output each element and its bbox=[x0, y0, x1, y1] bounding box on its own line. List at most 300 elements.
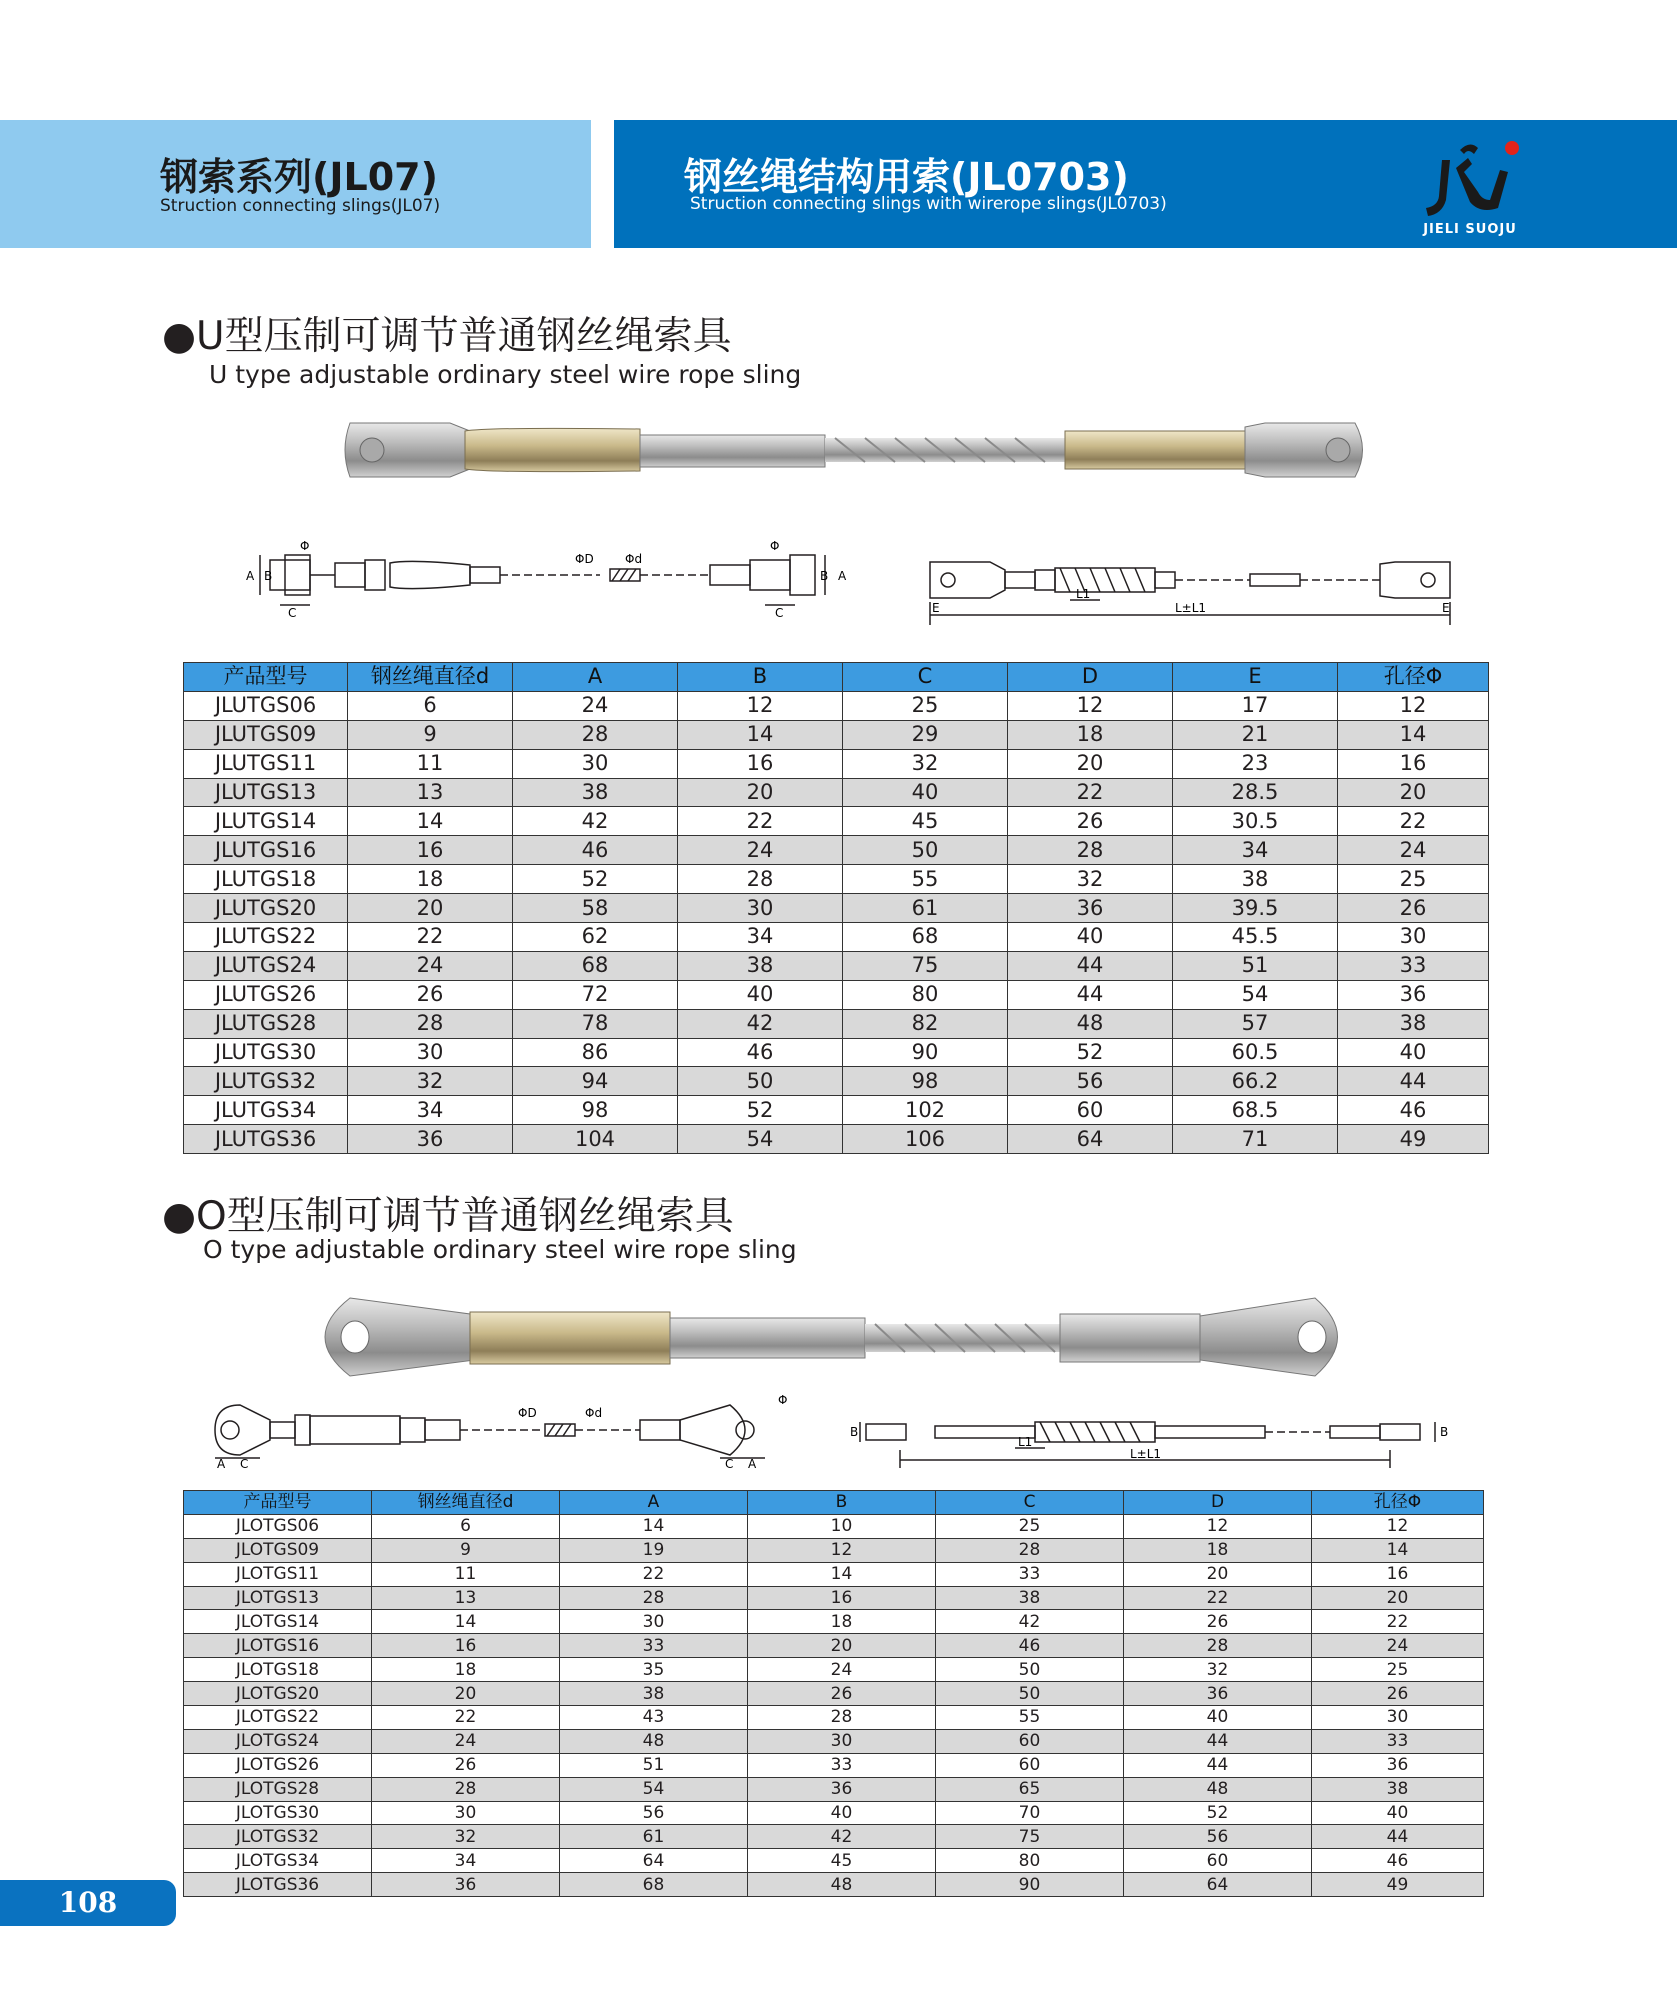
column-header: C bbox=[936, 1491, 1124, 1515]
table-cell: 6 bbox=[372, 1514, 560, 1538]
table-row bbox=[184, 1682, 1484, 1706]
table-cell: 28 bbox=[1124, 1634, 1312, 1658]
table-cell: 30.5 bbox=[1173, 807, 1338, 836]
table-cell: 11 bbox=[372, 1562, 560, 1586]
table-cell: JLUTGS11 bbox=[184, 749, 348, 778]
table-cell: 26 bbox=[1338, 894, 1489, 923]
table-row bbox=[184, 923, 1489, 952]
table-cell: 28.5 bbox=[1173, 778, 1338, 807]
table-cell: 50 bbox=[936, 1658, 1124, 1682]
table-cell: 24 bbox=[513, 691, 678, 720]
table-cell: 18 bbox=[1008, 720, 1173, 749]
table-cell: 70 bbox=[936, 1801, 1124, 1825]
table-cell: 9 bbox=[372, 1538, 560, 1562]
table-cell: 10 bbox=[748, 1514, 936, 1538]
table-cell: JLOTGS18 bbox=[184, 1658, 372, 1682]
dim-label-e-right: E bbox=[1442, 601, 1450, 615]
table-cell: 40 bbox=[748, 1801, 936, 1825]
table-row bbox=[184, 749, 1489, 778]
table-cell: 16 bbox=[372, 1634, 560, 1658]
table-cell: 48 bbox=[1008, 1009, 1173, 1038]
table-cell: 38 bbox=[1173, 865, 1338, 894]
table-cell: 28 bbox=[513, 720, 678, 749]
column-header: 钢丝绳直径d bbox=[348, 663, 513, 692]
table-cell: 106 bbox=[843, 1125, 1008, 1154]
table-cell: 11 bbox=[348, 749, 513, 778]
dim-label-c: C bbox=[288, 606, 297, 620]
table-cell: 51 bbox=[560, 1753, 748, 1777]
dim-label-phi: Φ bbox=[300, 539, 310, 553]
table-cell: 52 bbox=[513, 865, 678, 894]
table-cell: 98 bbox=[513, 1096, 678, 1125]
table-cell: 17 bbox=[1173, 691, 1338, 720]
table-cell: 62 bbox=[513, 923, 678, 952]
table-cell: JLUTGS24 bbox=[184, 951, 348, 980]
table-row bbox=[184, 1849, 1484, 1873]
table-cell: JLUTGS22 bbox=[184, 923, 348, 952]
table-cell: 60 bbox=[936, 1753, 1124, 1777]
table-cell: 36 bbox=[348, 1125, 513, 1154]
table-cell: 24 bbox=[748, 1658, 936, 1682]
table-cell: 32 bbox=[843, 749, 1008, 778]
table-cell: 40 bbox=[1124, 1706, 1312, 1730]
table-row bbox=[184, 1610, 1484, 1634]
table-cell: JLUTGS30 bbox=[184, 1038, 348, 1067]
table-cell: 26 bbox=[348, 980, 513, 1009]
table-row bbox=[184, 1514, 1484, 1538]
table-cell: 34 bbox=[348, 1096, 513, 1125]
table-cell: 22 bbox=[348, 923, 513, 952]
table-row bbox=[184, 1562, 1484, 1586]
table-cell: 48 bbox=[560, 1729, 748, 1753]
column-header: 孔径Φ bbox=[1338, 663, 1489, 692]
table-cell: 12 bbox=[1338, 691, 1489, 720]
table-cell: 90 bbox=[843, 1038, 1008, 1067]
table-cell: 12 bbox=[748, 1538, 936, 1562]
table-cell: 24 bbox=[348, 951, 513, 980]
table-row bbox=[184, 1873, 1484, 1897]
table-row bbox=[184, 720, 1489, 749]
column-header: 产品型号 bbox=[184, 1491, 372, 1515]
column-header: 产品型号 bbox=[184, 663, 348, 692]
dim-o-label-phid-small: Φd bbox=[585, 1406, 603, 1420]
table-cell: 13 bbox=[372, 1586, 560, 1610]
table-header-row bbox=[184, 1491, 1484, 1515]
table-cell: 20 bbox=[1338, 778, 1489, 807]
table-row bbox=[184, 1801, 1484, 1825]
dim-label-l1: L1 bbox=[1076, 587, 1091, 601]
table-cell: 38 bbox=[936, 1586, 1124, 1610]
table-cell: 78 bbox=[513, 1009, 678, 1038]
table-cell: 50 bbox=[936, 1682, 1124, 1706]
table-cell: 58 bbox=[513, 894, 678, 923]
table-row bbox=[184, 1825, 1484, 1849]
table-cell: 60.5 bbox=[1173, 1038, 1338, 1067]
table-cell: 40 bbox=[1338, 1038, 1489, 1067]
table-cell: JLUTGS06 bbox=[184, 691, 348, 720]
table-cell: 68.5 bbox=[1173, 1096, 1338, 1125]
table-cell: 25 bbox=[843, 691, 1008, 720]
table-cell: JLOTGS22 bbox=[184, 1706, 372, 1730]
table-cell: 80 bbox=[843, 980, 1008, 1009]
table-cell: 71 bbox=[1173, 1125, 1338, 1154]
column-header: D bbox=[1124, 1491, 1312, 1515]
table-cell: JLOTGS06 bbox=[184, 1514, 372, 1538]
table-cell: JLUTGS14 bbox=[184, 807, 348, 836]
table-cell: 32 bbox=[1008, 865, 1173, 894]
table-cell: 94 bbox=[513, 1067, 678, 1096]
table-cell: 12 bbox=[1124, 1514, 1312, 1538]
table-cell: 49 bbox=[1312, 1873, 1484, 1897]
table-cell: 22 bbox=[678, 807, 843, 836]
table-cell: JLUTGS13 bbox=[184, 778, 348, 807]
table-cell: 61 bbox=[843, 894, 1008, 923]
table-cell: 44 bbox=[1338, 1067, 1489, 1096]
series-subtitle: Struction connecting slings(JL07) bbox=[160, 196, 441, 216]
dim-label-phid-small: Φd bbox=[625, 552, 643, 566]
table-cell: 14 bbox=[748, 1562, 936, 1586]
table-cell: 36 bbox=[1124, 1682, 1312, 1706]
table-cell: 16 bbox=[678, 749, 843, 778]
u-sling-photo bbox=[340, 405, 1370, 495]
table-cell: 34 bbox=[372, 1849, 560, 1873]
table-cell: 56 bbox=[1008, 1067, 1173, 1096]
table-cell: 54 bbox=[1173, 980, 1338, 1009]
table-row bbox=[184, 778, 1489, 807]
o-spec-table bbox=[183, 1490, 1484, 1897]
table-cell: 36 bbox=[1008, 894, 1173, 923]
table-row bbox=[184, 1009, 1489, 1038]
table-cell: 46 bbox=[1312, 1849, 1484, 1873]
table-cell: 20 bbox=[748, 1634, 936, 1658]
table-cell: 24 bbox=[1338, 836, 1489, 865]
dim-label-length: L±L1 bbox=[1175, 601, 1207, 615]
table-cell: 28 bbox=[372, 1777, 560, 1801]
table-cell: 60 bbox=[1124, 1849, 1312, 1873]
table-cell: 26 bbox=[1008, 807, 1173, 836]
table-cell: 33 bbox=[936, 1562, 1124, 1586]
table-cell: 50 bbox=[843, 836, 1008, 865]
table-row bbox=[184, 1586, 1484, 1610]
table-cell: 36 bbox=[372, 1873, 560, 1897]
column-header: 钢丝绳直径d bbox=[372, 1491, 560, 1515]
table-cell: 30 bbox=[513, 749, 678, 778]
table-cell: JLUTGS18 bbox=[184, 865, 348, 894]
table-cell: 64 bbox=[1008, 1125, 1173, 1154]
table-cell: 22 bbox=[1338, 807, 1489, 836]
table-cell: 38 bbox=[1338, 1009, 1489, 1038]
table-cell: JLOTGS26 bbox=[184, 1753, 372, 1777]
column-header: A bbox=[513, 663, 678, 692]
section-o-title: ●O型压制可调节普通钢丝绳索具 bbox=[162, 1194, 734, 1239]
table-cell: 30 bbox=[560, 1610, 748, 1634]
column-header: B bbox=[748, 1491, 936, 1515]
table-cell: 16 bbox=[748, 1586, 936, 1610]
dim-label-b: B bbox=[264, 569, 273, 583]
table-cell: 32 bbox=[372, 1825, 560, 1849]
table-row bbox=[184, 980, 1489, 1009]
table-cell: 18 bbox=[348, 865, 513, 894]
table-cell: 40 bbox=[1008, 923, 1173, 952]
table-cell: 45.5 bbox=[1173, 923, 1338, 952]
table-cell: 20 bbox=[348, 894, 513, 923]
table-cell: 25 bbox=[936, 1514, 1124, 1538]
table-cell: 104 bbox=[513, 1125, 678, 1154]
table-cell: 33 bbox=[748, 1753, 936, 1777]
table-cell: 26 bbox=[748, 1682, 936, 1706]
table-cell: 28 bbox=[936, 1538, 1124, 1562]
table-cell: 64 bbox=[560, 1849, 748, 1873]
table-row bbox=[184, 1634, 1484, 1658]
table-cell: 46 bbox=[513, 836, 678, 865]
table-cell: 36 bbox=[1312, 1753, 1484, 1777]
table-cell: 40 bbox=[843, 778, 1008, 807]
table-cell: 33 bbox=[1312, 1729, 1484, 1753]
column-header: 孔径Φ bbox=[1312, 1491, 1484, 1515]
table-cell: 68 bbox=[560, 1873, 748, 1897]
dim-o-label-c: C bbox=[240, 1457, 249, 1470]
table-cell: 48 bbox=[748, 1873, 936, 1897]
table-cell: 14 bbox=[678, 720, 843, 749]
table-cell: 49 bbox=[1338, 1125, 1489, 1154]
column-header: D bbox=[1008, 663, 1173, 692]
table-cell: 64 bbox=[1124, 1873, 1312, 1897]
table-cell: 38 bbox=[513, 778, 678, 807]
table-cell: 50 bbox=[678, 1067, 843, 1096]
section-o-subtitle: O type adjustable ordinary steel wire rope sling bbox=[203, 1235, 797, 1264]
table-cell: 52 bbox=[1124, 1801, 1312, 1825]
dim-o-label-a: A bbox=[217, 1457, 226, 1470]
table-cell: 13 bbox=[348, 778, 513, 807]
table-cell: 38 bbox=[678, 951, 843, 980]
dim-label-phid-large: ΦD bbox=[575, 552, 594, 566]
dim-o-label-phid-large: ΦD bbox=[518, 1406, 537, 1420]
table-row bbox=[184, 807, 1489, 836]
table-row bbox=[184, 1729, 1484, 1753]
dim-o-label-a-right: A bbox=[748, 1457, 757, 1470]
section-u-subtitle: U type adjustable ordinary steel wire rope sling bbox=[209, 360, 802, 389]
table-cell: 14 bbox=[1312, 1538, 1484, 1562]
u-dimension-diagram-top bbox=[920, 550, 1465, 630]
table-cell: 60 bbox=[936, 1729, 1124, 1753]
table-cell: 38 bbox=[1312, 1777, 1484, 1801]
column-header: E bbox=[1173, 663, 1338, 692]
table-row bbox=[184, 691, 1489, 720]
table-cell: 23 bbox=[1173, 749, 1338, 778]
table-cell: 60 bbox=[1008, 1096, 1173, 1125]
table-cell: 42 bbox=[936, 1610, 1124, 1634]
table-cell: 26 bbox=[1124, 1610, 1312, 1634]
table-cell: 32 bbox=[348, 1067, 513, 1096]
table-cell: 14 bbox=[560, 1514, 748, 1538]
table-cell: 12 bbox=[1312, 1514, 1484, 1538]
dim-o-label-b-right: B bbox=[1440, 1425, 1449, 1439]
table-cell: 16 bbox=[1338, 749, 1489, 778]
dim-label-a: A bbox=[246, 569, 255, 583]
table-cell: 75 bbox=[843, 951, 1008, 980]
table-cell: 20 bbox=[372, 1682, 560, 1706]
table-row bbox=[184, 951, 1489, 980]
table-row bbox=[184, 1038, 1489, 1067]
table-cell: 68 bbox=[843, 923, 1008, 952]
table-cell: 14 bbox=[1338, 720, 1489, 749]
table-cell: 36 bbox=[748, 1777, 936, 1801]
table-cell: 22 bbox=[372, 1706, 560, 1730]
table-cell: 39.5 bbox=[1173, 894, 1338, 923]
table-cell: 82 bbox=[843, 1009, 1008, 1038]
table-row bbox=[184, 836, 1489, 865]
table-cell: JLUTGS34 bbox=[184, 1096, 348, 1125]
table-cell: 30 bbox=[348, 1038, 513, 1067]
table-cell: 46 bbox=[936, 1634, 1124, 1658]
table-cell: JLUTGS09 bbox=[184, 720, 348, 749]
table-cell: 25 bbox=[1312, 1658, 1484, 1682]
table-cell: 28 bbox=[678, 865, 843, 894]
table-cell: 68 bbox=[513, 951, 678, 980]
table-cell: 33 bbox=[1338, 951, 1489, 980]
table-cell: JLOTGS13 bbox=[184, 1586, 372, 1610]
dim-label-c-right: C bbox=[775, 606, 784, 620]
table-row bbox=[184, 1753, 1484, 1777]
table-cell: 44 bbox=[1124, 1729, 1312, 1753]
table-cell: 30 bbox=[678, 894, 843, 923]
table-cell: JLOTGS36 bbox=[184, 1873, 372, 1897]
table-cell: JLOTGS24 bbox=[184, 1729, 372, 1753]
table-row bbox=[184, 894, 1489, 923]
table-cell: 90 bbox=[936, 1873, 1124, 1897]
table-cell: JLOTGS11 bbox=[184, 1562, 372, 1586]
table-cell: 24 bbox=[1312, 1634, 1484, 1658]
table-cell: 80 bbox=[936, 1849, 1124, 1873]
dim-o-label-c-right: C bbox=[725, 1457, 734, 1470]
table-cell: 54 bbox=[560, 1777, 748, 1801]
table-cell: 25 bbox=[1338, 865, 1489, 894]
dim-label-b-right: B bbox=[820, 569, 829, 583]
dim-o-label-phi: Φ bbox=[778, 1393, 788, 1407]
table-cell: 55 bbox=[936, 1706, 1124, 1730]
table-cell: 32 bbox=[1124, 1658, 1312, 1682]
category-subtitle: Struction connecting slings with wirerope slings(JL0703) bbox=[690, 194, 1167, 214]
table-cell: 22 bbox=[1008, 778, 1173, 807]
table-cell: 42 bbox=[513, 807, 678, 836]
table-cell: 36 bbox=[1338, 980, 1489, 1009]
table-cell: 14 bbox=[372, 1610, 560, 1634]
dim-o-label-length: L±L1 bbox=[1130, 1447, 1162, 1461]
table-cell: 43 bbox=[560, 1706, 748, 1730]
table-cell: 28 bbox=[748, 1706, 936, 1730]
table-cell: 46 bbox=[1338, 1096, 1489, 1125]
table-cell: 44 bbox=[1312, 1825, 1484, 1849]
table-cell: 34 bbox=[1173, 836, 1338, 865]
table-cell: 72 bbox=[513, 980, 678, 1009]
table-cell: 35 bbox=[560, 1658, 748, 1682]
section-u-title: ●U型压制可调节普通钢丝绳索具 bbox=[162, 314, 732, 359]
table-cell: 16 bbox=[348, 836, 513, 865]
table-cell: 20 bbox=[1124, 1562, 1312, 1586]
table-cell: 40 bbox=[1312, 1801, 1484, 1825]
table-cell: 52 bbox=[1008, 1038, 1173, 1067]
table-cell: JLOTGS32 bbox=[184, 1825, 372, 1849]
o-dimension-diagram-top bbox=[850, 1400, 1450, 1470]
series-title: 钢索系列(JL07) bbox=[160, 155, 438, 199]
table-cell: 44 bbox=[1008, 980, 1173, 1009]
table-cell: JLUTGS16 bbox=[184, 836, 348, 865]
table-cell: JLUTGS36 bbox=[184, 1125, 348, 1154]
table-cell: 9 bbox=[348, 720, 513, 749]
table-cell: 86 bbox=[513, 1038, 678, 1067]
table-cell: JLOTGS16 bbox=[184, 1634, 372, 1658]
column-header: C bbox=[843, 663, 1008, 692]
table-cell: 20 bbox=[1008, 749, 1173, 778]
table-cell: 20 bbox=[1312, 1586, 1484, 1610]
table-cell: 98 bbox=[843, 1067, 1008, 1096]
table-cell: 24 bbox=[372, 1729, 560, 1753]
table-cell: 22 bbox=[1124, 1586, 1312, 1610]
table-cell: 57 bbox=[1173, 1009, 1338, 1038]
table-row bbox=[184, 865, 1489, 894]
table-row bbox=[184, 1658, 1484, 1682]
table-cell: 66.2 bbox=[1173, 1067, 1338, 1096]
table-cell: 24 bbox=[678, 836, 843, 865]
table-cell: 45 bbox=[748, 1849, 936, 1873]
table-cell: 18 bbox=[748, 1610, 936, 1634]
table-cell: 26 bbox=[1312, 1682, 1484, 1706]
page-number: 108 bbox=[0, 1880, 176, 1926]
table-cell: 42 bbox=[678, 1009, 843, 1038]
table-cell: 28 bbox=[1008, 836, 1173, 865]
table-cell: 18 bbox=[372, 1658, 560, 1682]
table-cell: JLUTGS32 bbox=[184, 1067, 348, 1096]
table-cell: JLOTGS20 bbox=[184, 1682, 372, 1706]
table-row bbox=[184, 1706, 1484, 1730]
table-cell: 54 bbox=[678, 1125, 843, 1154]
u-dimension-diagram-side bbox=[240, 535, 860, 620]
table-cell: 30 bbox=[748, 1729, 936, 1753]
u-spec-table bbox=[183, 662, 1489, 1154]
table-cell: 34 bbox=[678, 923, 843, 952]
table-cell: 19 bbox=[560, 1538, 748, 1562]
table-cell: 42 bbox=[748, 1825, 936, 1849]
table-cell: 45 bbox=[843, 807, 1008, 836]
table-cell: 16 bbox=[1312, 1562, 1484, 1586]
table-row bbox=[184, 1538, 1484, 1562]
column-header: B bbox=[678, 663, 843, 692]
table-cell: 52 bbox=[678, 1096, 843, 1125]
dim-o-label-b: B bbox=[850, 1425, 859, 1439]
table-cell: 26 bbox=[372, 1753, 560, 1777]
table-cell: 22 bbox=[560, 1562, 748, 1586]
category-title: 钢丝绳结构用索(JL0703) bbox=[684, 155, 1129, 199]
column-header: A bbox=[560, 1491, 748, 1515]
table-cell: 44 bbox=[1124, 1753, 1312, 1777]
table-cell: 55 bbox=[843, 865, 1008, 894]
o-sling-photo bbox=[300, 1290, 1370, 1385]
dim-label-phi-right: Φ bbox=[770, 539, 780, 553]
table-cell: 44 bbox=[1008, 951, 1173, 980]
table-cell: JLOTGS30 bbox=[184, 1801, 372, 1825]
logo-caption: JIELI SUOJU bbox=[1423, 222, 1517, 237]
table-cell: JLUTGS20 bbox=[184, 894, 348, 923]
table-cell: JLUTGS28 bbox=[184, 1009, 348, 1038]
dim-label-e-left: E bbox=[932, 601, 940, 615]
table-cell: 12 bbox=[678, 691, 843, 720]
table-cell: JLOTGS28 bbox=[184, 1777, 372, 1801]
table-row bbox=[184, 1125, 1489, 1154]
table-cell: 30 bbox=[372, 1801, 560, 1825]
table-cell: 28 bbox=[560, 1586, 748, 1610]
table-cell: JLUTGS26 bbox=[184, 980, 348, 1009]
table-cell: 29 bbox=[843, 720, 1008, 749]
